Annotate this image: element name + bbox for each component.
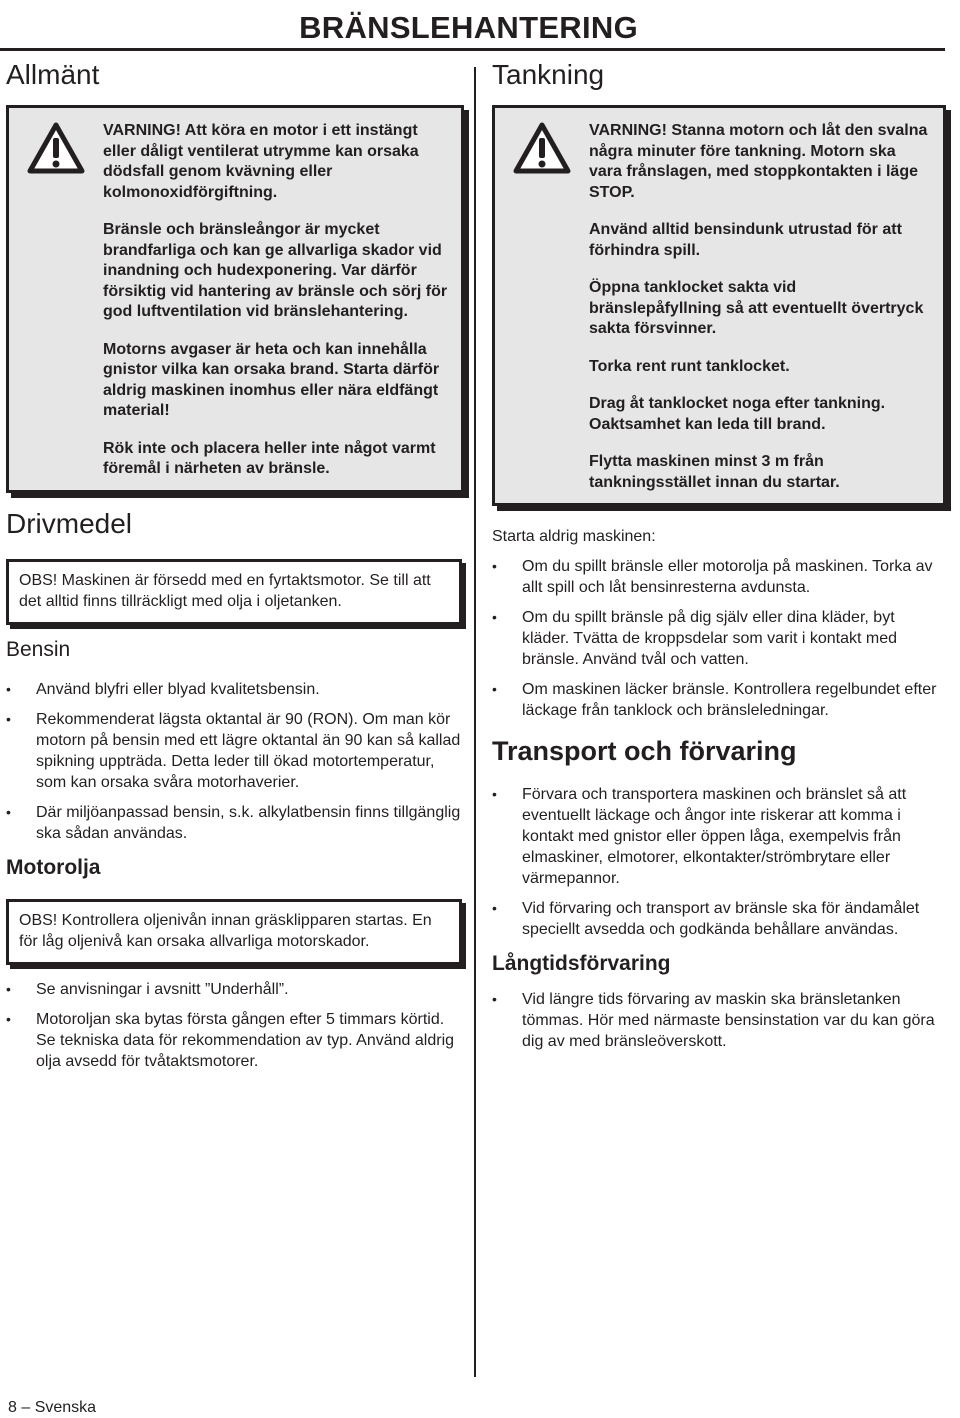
- warning-paragraph: VARNING! Att köra en motor i ett instängt eller dåligt ventilerat utrymme kan orsaka dödsfall genom kvävning eller kolmonoxidförgiftning.: [103, 122, 419, 201]
- starta-intro: Starta aldrig maskinen:: [492, 528, 656, 545]
- warning-paragraph: Använd alltid bensindunk utrustad för att förhindra spill.: [589, 221, 902, 259]
- page-header: [0, 10, 920, 46]
- list-item: • Rekommenderat lägsta oktantal är 90 (RON). Om man kör motorn på bensin med ett lägre oktantal än 90 kan så kallad spikning uppträda. Detta leder till ökad motortemperatur, som kan orsaka svåra motorhaverier.: [6, 709, 466, 793]
- list-item: • Vid förvaring och transport av bränsle ska för ändamålet speciellt avsedda och godkända behållare användas.: [492, 898, 946, 940]
- obs-oil-text: OBS! Kontrollera oljenivån innan gräsklipparen startas. En för låg oljenivå kan orsaka allvarliga motorskador.: [19, 911, 432, 950]
- obs-fuel-text: OBS! Maskinen är försedd med en fyrtaktsmotor. Se till att det alltid finns tillräckligt med olja i oljetanken.: [19, 571, 431, 610]
- allmant-heading: Allmänt: [6, 59, 100, 90]
- list-item: • Motoroljan ska bytas första gången efter 5 timmars körtid. Se tekniska data för rekommendation av typ. Använd aldrig olja avsedd för tvåtaktsmotorer.: [6, 1009, 466, 1072]
- bensin-heading: Bensin: [6, 637, 71, 661]
- list-item: • Där miljöanpassad bensin, s.k. alkylatbensin finns tillgänglig ska sådan användas.: [6, 802, 466, 844]
- warning-paragraph: Drag åt tanklocket noga efter tankning. Oaktsamhet kan leda till brand.: [589, 395, 886, 433]
- warning-paragraph: Öppna tanklocket sakta vid bränslepåfyllning så att eventuellt övertryck sakta försvinner.: [589, 279, 924, 337]
- header-rule: [0, 48, 945, 51]
- transport-heading: Transport och förvaring: [492, 736, 797, 766]
- warning-paragraph: Flytta maskinen minst 3 m från tankningsstället innan du startar.: [589, 453, 840, 491]
- motorolja-list: [6, 979, 466, 1072]
- obs-oil-box: [6, 899, 462, 965]
- langtid-list: [492, 989, 946, 1052]
- warning-paragraph: Bränsle och bränsleångor är mycket brandfarliga och kan ge allvarliga skador vid inandning och hudexponering. Var därför försiktig vid hantering av bränsle och sörj för god luftventilation vid bränslehantering.: [103, 221, 448, 320]
- starta-list: [492, 556, 946, 721]
- left-column: [6, 54, 466, 1081]
- list-item: • Vid längre tids förvaring av maskin ska bränsletanken tömmas. Hör med närmaste bensinstation var du kan göra dig av med bränsleöverskott.: [492, 989, 946, 1052]
- warning-paragraph: Rök inte och placera heller inte något varmt föremål i närheten av bränsle.: [103, 439, 436, 477]
- langtid-heading: Långtidsförvaring: [492, 952, 671, 975]
- list-item: • Se anvisningar i avsnitt ”Underhåll”.: [6, 979, 466, 1000]
- page-title: BRÄNSLEHANTERING: [299, 10, 638, 45]
- list-item: • Om du spillt bränsle eller motorolja på maskinen. Torka av allt spill och låt bensinresterna avdunsta.: [492, 556, 946, 598]
- bensin-list: [6, 679, 466, 844]
- transport-list: [492, 784, 946, 940]
- tankning-heading: Tankning: [492, 59, 605, 90]
- column-divider: [474, 67, 476, 1377]
- list-item: • Om du spillt bränsle på dig själv eller dina kläder, byt kläder. Tvätta de kroppsdelar som varit i kontakt med bränsle. Använd tvål och vatten.: [492, 607, 946, 670]
- warning-paragraph: Motorns avgaser är heta och kan innehålla gnistor vilka kan orsaka brand. Starta därför aldrig maskinen inomhus eller nära eldfängt material!: [103, 340, 440, 419]
- drivmedel-heading: Drivmedel: [6, 507, 133, 539]
- motorolja-heading: Motorolja: [6, 855, 101, 879]
- warning-paragraph: Torka rent runt tanklocket.: [589, 357, 790, 375]
- page-footer: 8 – Svenska: [8, 1399, 97, 1416]
- list-item: • Förvara och transportera maskinen och bränslet så att eventuellt läckage och ångor inte riskerar att komma i kontakt med gnistor eller öppen låga, exempelvis från elmaskiner, elmotorer, elkontakter/strömbrytare eller värmepannor.: [492, 784, 946, 889]
- general-warning-box: [6, 105, 464, 493]
- list-item: • Använd blyfri eller blyad kvalitetsbensin.: [6, 679, 466, 700]
- refuel-warning-box: [492, 105, 946, 506]
- list-item: • Om maskinen läcker bränsle. Kontrollera regelbundet efter läckage från tanklock och bränsleledningar.: [492, 679, 946, 721]
- obs-fuel-box: [6, 559, 462, 625]
- right-column: [492, 54, 946, 1061]
- warning-triangle-icon: [513, 122, 571, 174]
- warning-paragraph: VARNING! Stanna motorn och låt den svalna några minuter före tankning. Motorn ska vara frånslagen, med stoppkontakten i läge STOP.: [589, 122, 928, 201]
- warning-triangle-icon: [27, 122, 85, 174]
